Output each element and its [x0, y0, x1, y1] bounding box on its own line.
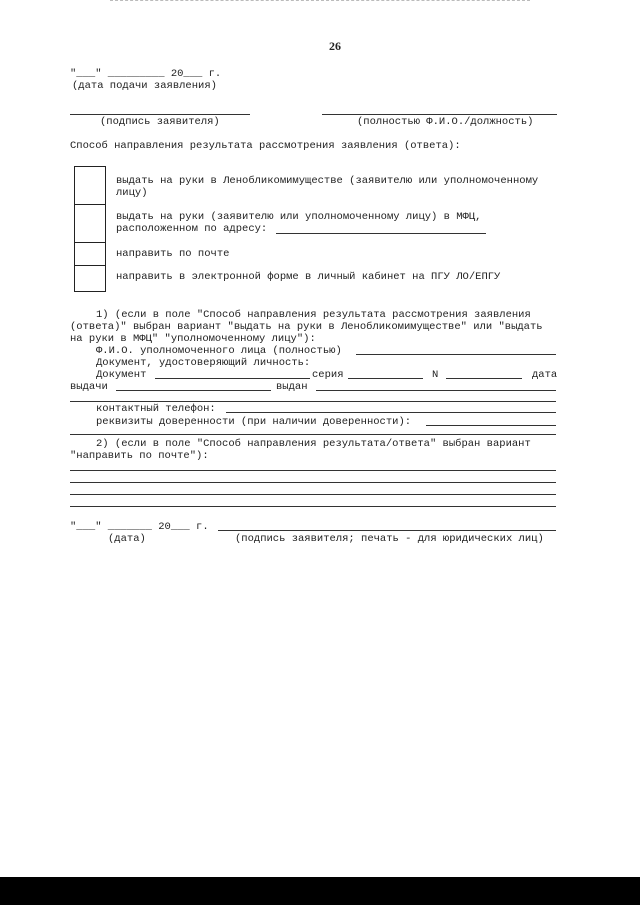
- proxy-details-line-2: [70, 434, 556, 435]
- option-2-line2: расположенном по адресу:: [116, 223, 268, 235]
- page-number: 26: [329, 39, 341, 53]
- series-label: серия: [312, 369, 344, 381]
- phone-line: [226, 412, 556, 413]
- section2-line1: 2) (если в поле "Способ направления результата/ответа" выбран вариант: [96, 438, 531, 450]
- option-2-line1: выдать на руки (заявителю или уполномоченному лицу) в МФЦ,: [116, 211, 482, 223]
- application-date-caption: (дата подачи заявления): [72, 80, 217, 92]
- issued-by-label: выдан: [276, 381, 308, 393]
- footer-date-line: "___" _______ 20___ г.: [70, 521, 209, 533]
- postal-address-line-4: [70, 506, 556, 507]
- checkbox-option-1[interactable]: [74, 166, 106, 206]
- option-4-label: направить в электронной форме в личный кабинет на ПГУ ЛО/ЕПГУ: [116, 271, 501, 283]
- option-3-label: направить по почте: [116, 248, 230, 260]
- footer-signature-caption: (подпись заявителя; печать - для юридических лиц): [235, 533, 544, 545]
- method-title: Способ направления результата рассмотрения заявления (ответа):: [70, 140, 461, 152]
- document-line: [155, 378, 310, 379]
- footer-signature-line: [218, 530, 556, 531]
- signature-line: [70, 114, 250, 115]
- footer-date-caption: (дата): [108, 533, 146, 545]
- issued-by-line-2: [70, 401, 556, 402]
- proxy-fio-label: Ф.И.О. уполномоченного лица (полностью): [96, 345, 342, 357]
- phone-label: контактный телефон:: [96, 403, 216, 415]
- section2-line2: "направить по почте"):: [70, 450, 209, 462]
- proxy-details-line: [426, 425, 556, 426]
- number-label: N: [432, 369, 439, 381]
- identity-doc-label: Документ, удостоверяющий личность:: [96, 357, 311, 369]
- postal-address-line-1: [70, 470, 556, 471]
- section1-line2: (ответа)" выбран вариант "выдать на руки в Ленобликомимуществе" или "выдать: [70, 321, 543, 333]
- mfc-address-line: [276, 233, 486, 234]
- option-1-line1: выдать на руки в Ленобликомимуществе (заявителю или уполномоченному: [116, 175, 539, 187]
- postal-address-line-3: [70, 494, 556, 495]
- issue-date-label: дата: [532, 369, 558, 381]
- fullname-caption: (полностью Ф.И.О./должность): [357, 116, 534, 128]
- issue-date-line: [116, 390, 271, 391]
- scan-bottom-border: [0, 877, 640, 905]
- proxy-details-label: реквизиты доверенности (при наличии доверенности):: [96, 416, 412, 428]
- section1-line3: на руки в МФЦ" "уполномоченному лицу"):: [70, 333, 316, 345]
- proxy-fio-line: [356, 354, 556, 355]
- issued-by-line: [316, 390, 556, 391]
- fullname-line: [322, 114, 557, 115]
- signature-caption: (подпись заявителя): [100, 116, 220, 128]
- checkbox-option-4[interactable]: [74, 265, 106, 292]
- application-date-line: "___" _________ 20___ г.: [70, 68, 222, 80]
- issue-label: выдачи: [70, 381, 108, 393]
- section1-line1: 1) (если в поле "Способ направления результата рассмотрения заявления: [96, 309, 531, 321]
- scan-artifact-top: [110, 0, 530, 4]
- option-1-line2: лицу): [116, 187, 148, 199]
- document-label: Документ: [96, 369, 147, 381]
- checkbox-option-2[interactable]: [74, 204, 106, 244]
- checkbox-option-3[interactable]: [74, 242, 106, 267]
- postal-address-line-2: [70, 482, 556, 483]
- series-line: [348, 378, 423, 379]
- number-line: [446, 378, 522, 379]
